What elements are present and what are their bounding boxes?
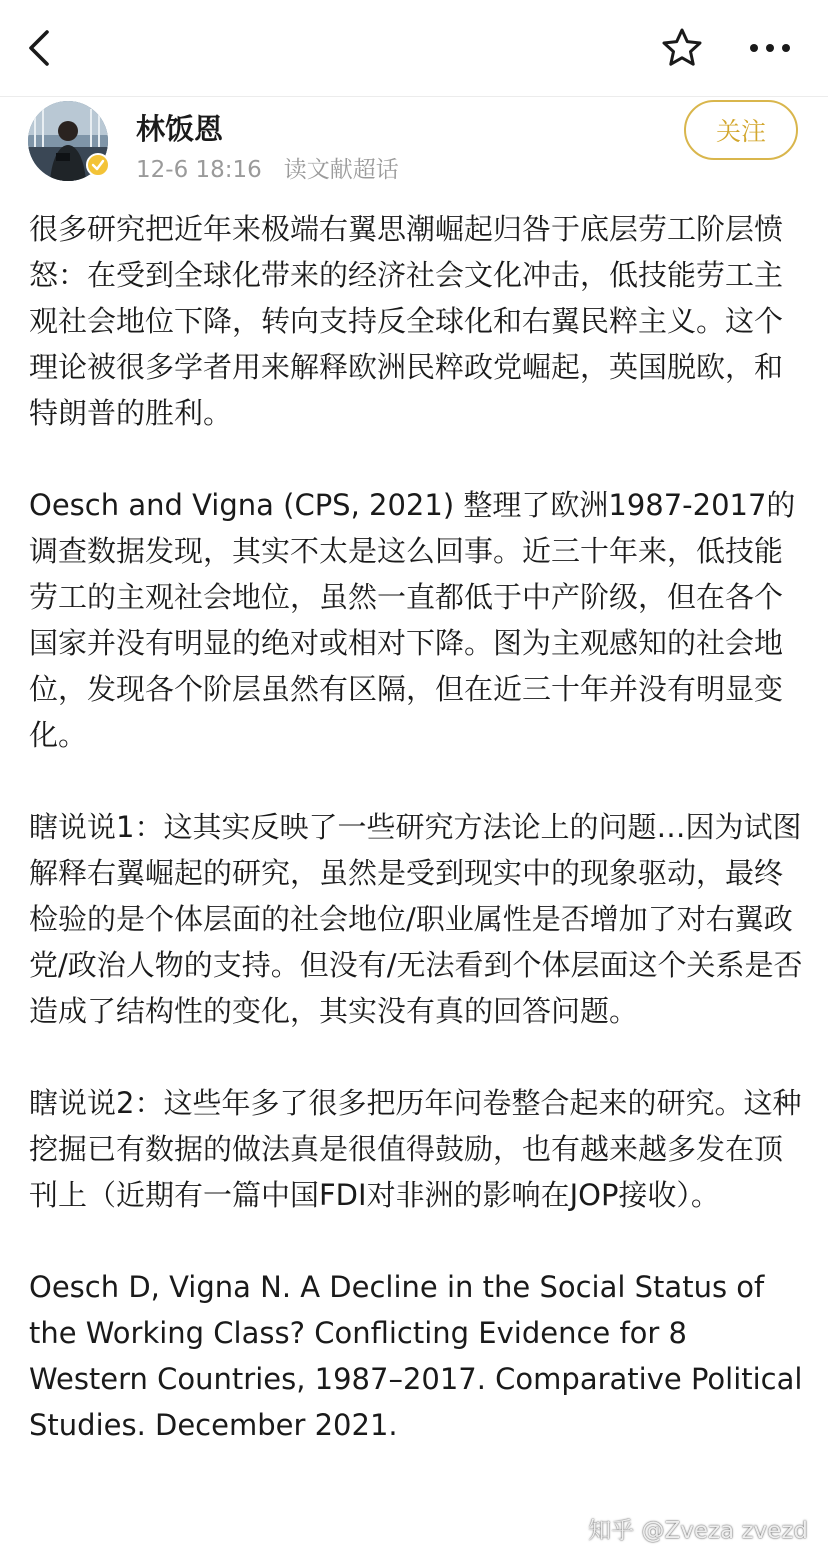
favorite-button[interactable] [656, 22, 708, 74]
post-paragraph: 瞎说说1：这其实反映了一些研究方法论上的问题…因为试图解释右翼崛起的研究，虽然是受到现实中的现象驱动，最终检验的是个体层面的社会地位/职业属性是否增加了对右翼政党/政治人物的支持。但没有/无法看到个体层面这个关系是否造成了结构性的变化，其实没有真的回答问题。 [29, 810, 803, 1028]
post-paragraph: Oesch and Vigna (CPS, 2021) 整理了欧洲1987-2017的调查数据发现，其实不太是这么回事。近三十年来，低技能劳工的主观社会地位，虽然一直都低于中产阶级，但在各个国家并没有明显的绝对或相对下降。图为主观感知的社会地位，发现各个阶层虽然有区隔，但在近三十年并没有明显变化。 [29, 488, 796, 752]
back-button[interactable] [14, 22, 66, 74]
post-date: 12-6 18:16 [136, 157, 262, 183]
back-arrow-icon [25, 28, 55, 68]
more-options-button[interactable] [744, 22, 796, 74]
more-dots-icon [748, 42, 792, 54]
top-navigation-bar [0, 0, 828, 97]
post-content [29, 206, 804, 1494]
post-paragraph: 瞎说说2：这些年多了很多把历年问卷整合起来的研究。这种挖掘已有数据的做法真是很值得鼓励，也有越来越多发在顶刊上（近期有一篇中国FDI对非洲的影响在JOP接收）。 [29, 1086, 802, 1212]
watermark: 知乎 @Zveza zvezd [588, 1518, 808, 1544]
star-icon [660, 26, 704, 70]
verified-badge-icon [86, 153, 110, 177]
author-header [0, 97, 828, 197]
follow-button[interactable]: 关注 [684, 100, 798, 160]
post-paragraph: Oesch D, Vigna N. A Decline in the Social Status of the Working Class? Conflicting Evidence for 8 Western Countries, 1987–2017. Comparative Political Studies. December 2021. [29, 1270, 803, 1442]
post-meta [136, 151, 399, 184]
post-paragraph: 很多研究把近年来极端右翼思潮崛起归咎于底层劳工阶层愤怒：在受到全球化带来的经济社会文化冲击，低技能劳工主观社会地位下降，转向支持反全球化和右翼民粹主义。这个理论被很多学者用来解释欧洲民粹政党崛起，英国脱欧，和特朗普的胜利。 [29, 212, 784, 430]
topic-link[interactable]: 读文献超话 [283, 157, 399, 183]
author-name[interactable]: 林饭恩 [136, 112, 224, 146]
